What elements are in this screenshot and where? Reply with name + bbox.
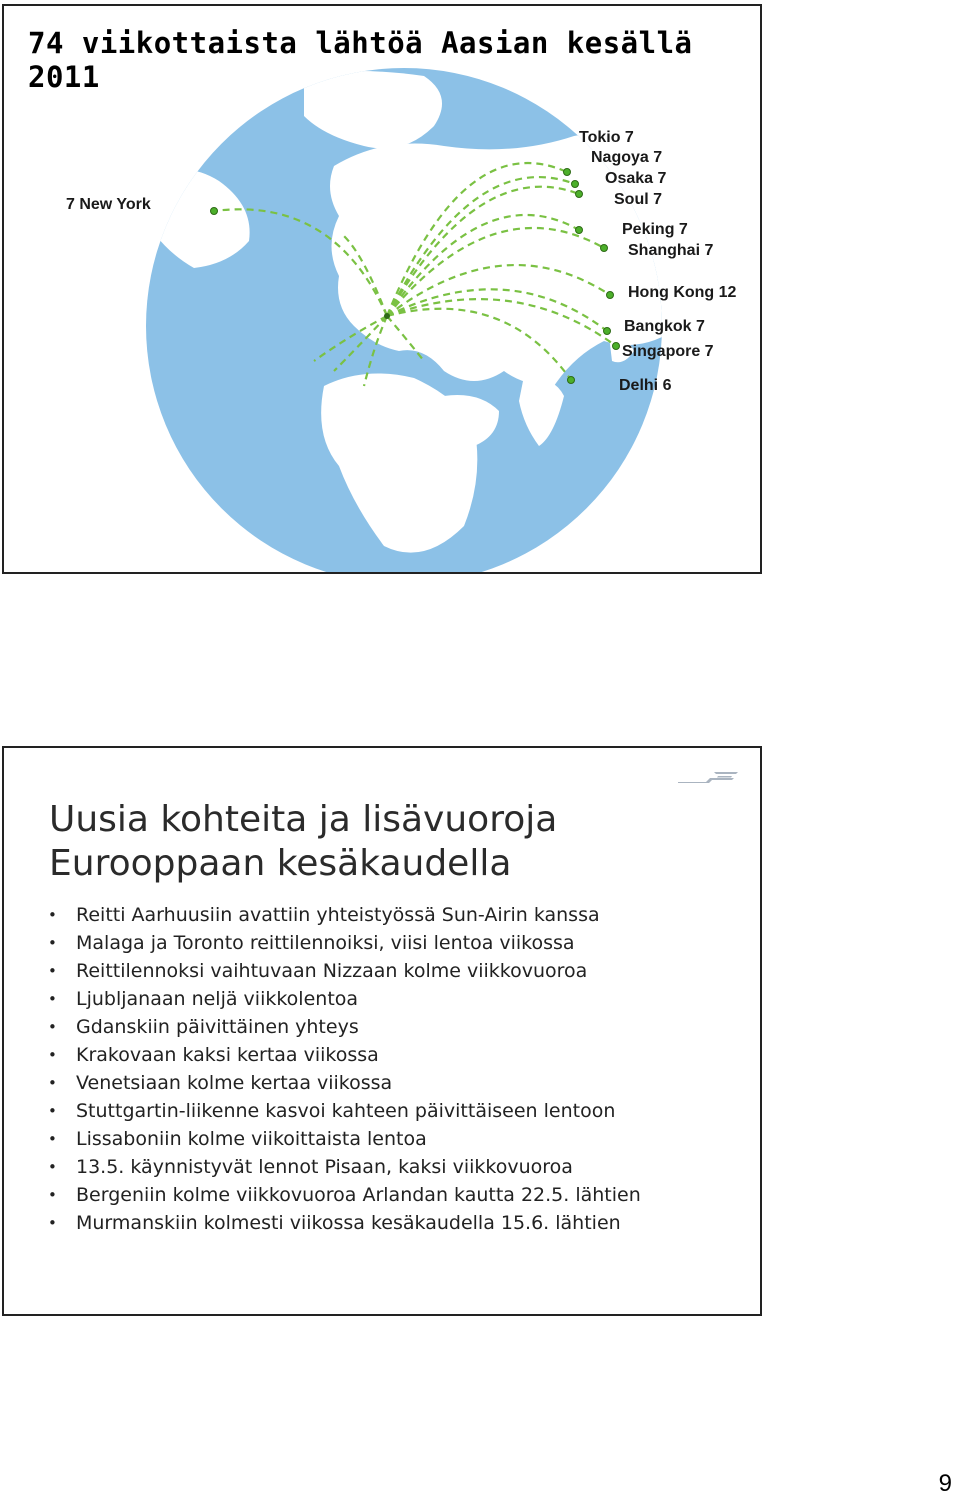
bullet-item: • Lissaboniin kolme viikoittaista lentoa bbox=[42, 1125, 641, 1153]
bullet-item: • Venetsiaan kolme kertaa viikossa bbox=[42, 1069, 641, 1097]
city-label-osaka: Osaka 7 bbox=[605, 170, 667, 187]
bullet-item: • Stuttgartin-liikenne kasvoi kahteen päivittäiseen lentoon bbox=[42, 1097, 641, 1125]
city-label-nagoya: Nagoya 7 bbox=[591, 149, 663, 166]
city-label-peking: Peking 7 bbox=[622, 221, 688, 238]
city-label-singapore: Singapore 7 bbox=[622, 343, 714, 360]
slide-title: 74 viikottaista lähtöä Aasian kesällä 2011 bbox=[28, 26, 693, 94]
city-label-hong-kong: Hong Kong 12 bbox=[628, 284, 737, 301]
bullet-item: • Malaga ja Toronto reittilennoiksi, viisi lentoa viikossa bbox=[42, 929, 641, 957]
city-label-new-york: 7 New York bbox=[66, 196, 151, 213]
helsinki-hub bbox=[384, 313, 390, 319]
bullet-item: • Murmanskiin kolmesti viikossa kesäkaudella 15.6. lähtien bbox=[42, 1209, 641, 1237]
city-label-shanghai: Shanghai 7 bbox=[628, 242, 714, 259]
city-label-bangkok: Bangkok 7 bbox=[624, 318, 705, 335]
bullet-list bbox=[42, 901, 641, 1237]
bullet-item: • Reitti Aarhuusiin avattiin yhteistyössä Sun-Airin kanssa bbox=[42, 901, 641, 929]
city-label-tokio: Tokio 7 bbox=[579, 129, 634, 146]
slide-title bbox=[49, 798, 557, 886]
bullet-item: • 13.5. käynnistyvät lennot Pisaan, kaksi viikkovuoroa bbox=[42, 1153, 641, 1181]
slide-new-destinations bbox=[2, 746, 762, 1316]
city-label-delhi: Delhi 6 bbox=[619, 377, 672, 394]
title-line-1: Uusia kohteita ja lisävuoroja bbox=[49, 799, 558, 840]
bullet-item: • Krakovaan kaksi kertaa viikossa bbox=[42, 1041, 641, 1069]
bullet-item: • Gdanskiin päivittäinen yhteys bbox=[42, 1013, 641, 1041]
page-number: 9 bbox=[938, 1470, 952, 1497]
title-line-2: Eurooppaan kesäkaudella bbox=[49, 843, 512, 884]
bullet-item: • Ljubljanaan neljä viikkolentoa bbox=[42, 985, 641, 1013]
city-label-soul: Soul 7 bbox=[614, 191, 663, 208]
bullet-item: • Bergeniin kolme viikkovuoroa Arlandan kautta 22.5. lähtien bbox=[42, 1181, 641, 1209]
bullet-item: • Reittilennoksi vaihtuvaan Nizzaan kolme viikkovuoroa bbox=[42, 957, 641, 985]
finnair-logo-icon bbox=[676, 768, 740, 788]
slide-route-map bbox=[2, 4, 762, 574]
